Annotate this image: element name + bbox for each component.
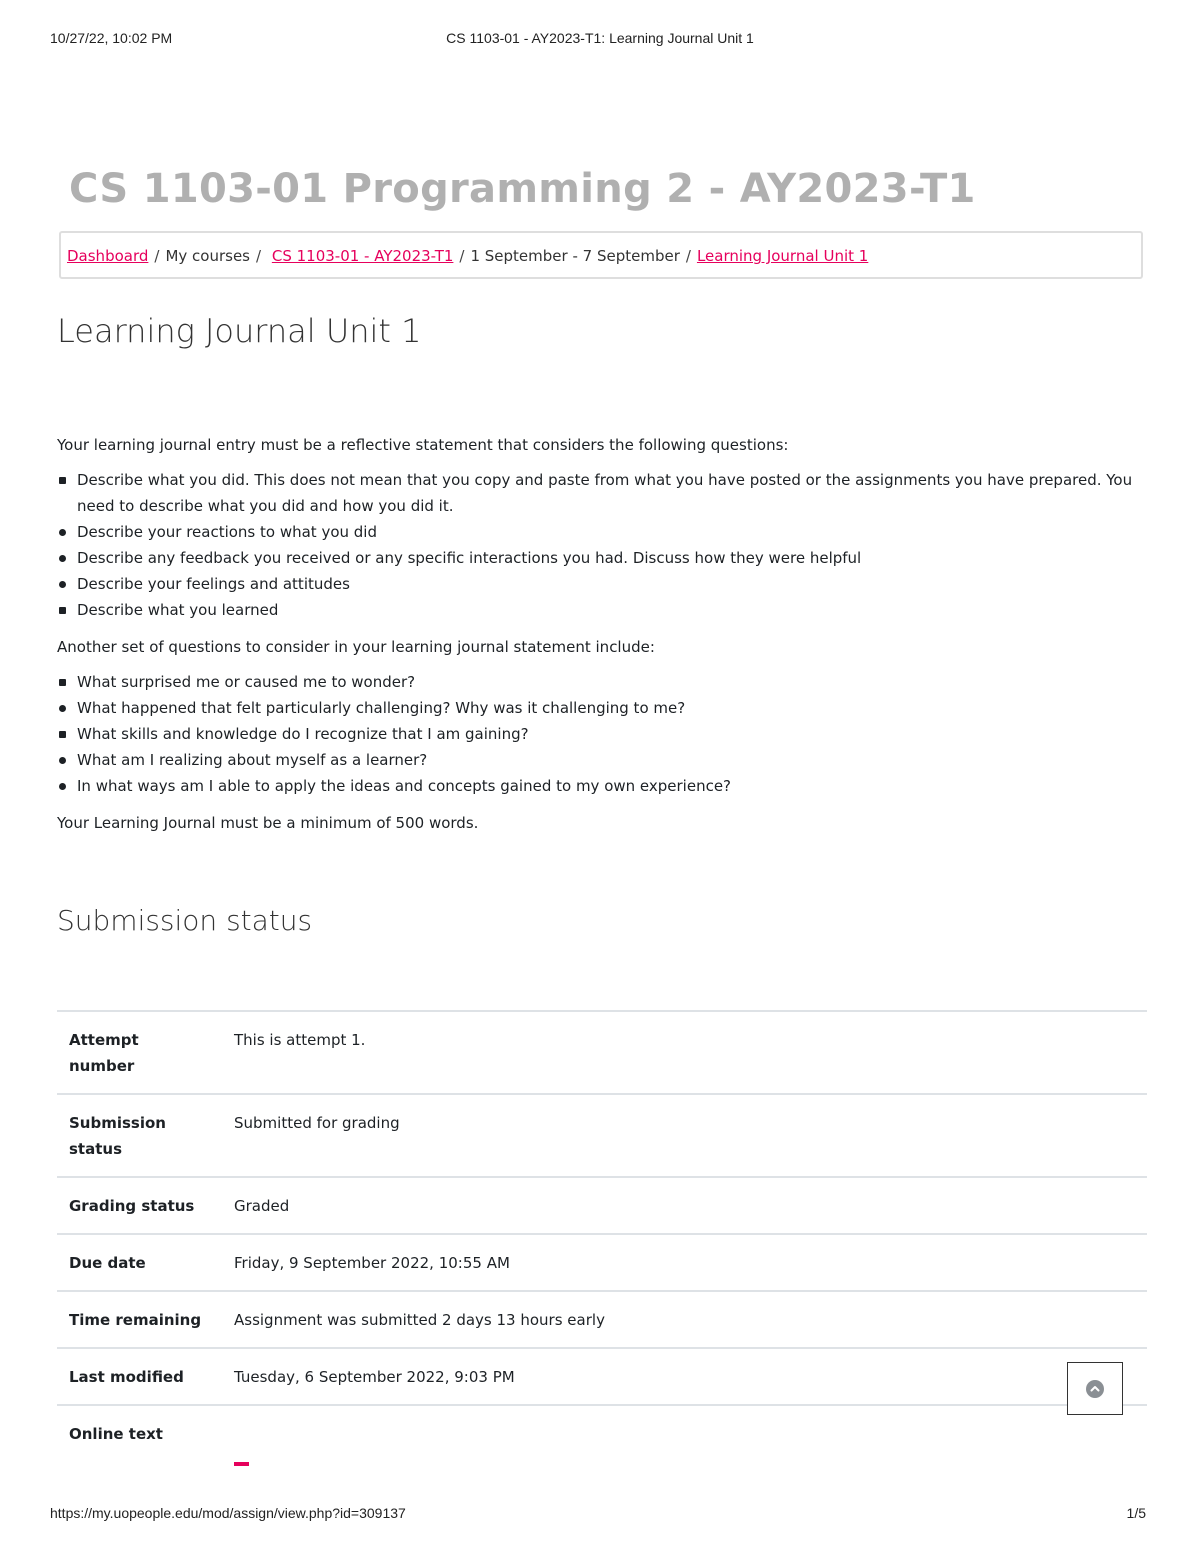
row-value xyxy=(222,1405,1147,1461)
list-item-text: Describe any feedback you received or any specific interactions you had. Discuss how they were helpful xyxy=(77,549,862,567)
row-label: Due date xyxy=(57,1234,222,1291)
list-item-text: Describe what you learned xyxy=(77,601,279,619)
list-item xyxy=(57,571,1147,597)
print-page-title: CS 1103-01 - AY2023-T1: Learning Journal Unit 1 xyxy=(446,30,754,46)
bullet-icon xyxy=(59,757,66,764)
row-value: This is attempt 1. xyxy=(222,1011,1147,1094)
minimum-words-note: Your Learning Journal must be a minimum of 500 words. xyxy=(57,814,479,832)
bullet-icon xyxy=(59,783,66,790)
row-value: Submitted for grading xyxy=(222,1094,1147,1177)
row-label: Online text xyxy=(57,1405,222,1461)
list-item-text: Describe what you did. This does not mean that you copy and paste from what you have posted or the assignments you have prepared. You need to describe what you did and how you did it. xyxy=(77,471,1133,515)
list-item xyxy=(57,695,1147,721)
breadcrumb-separator: / xyxy=(685,247,691,265)
intro-question-list xyxy=(57,467,1147,623)
assignment-description xyxy=(57,432,1147,836)
print-url: https://my.uopeople.edu/mod/assign/view.php?id=309137 xyxy=(50,1505,406,1521)
print-header xyxy=(0,30,1200,50)
list-item-text: What happened that felt particularly challenging? Why was it challenging to me? xyxy=(77,699,686,717)
course-title: CS 1103-01 Programming 2 - AY2023-T1 xyxy=(69,166,976,212)
breadcrumb-week: 1 September - 7 September xyxy=(470,247,680,265)
bullet-icon xyxy=(59,705,66,712)
chevron-up-icon xyxy=(1086,1380,1104,1398)
table-row xyxy=(57,1234,1147,1291)
list-item-text: What am I realizing about myself as a learner? xyxy=(77,751,428,769)
submission-status-table xyxy=(57,1010,1147,1461)
list-item-text: Describe your reactions to what you did xyxy=(77,523,377,541)
list-item xyxy=(57,597,1147,623)
breadcrumb-separator: / xyxy=(154,247,160,265)
breadcrumb-assignment-link[interactable]: Learning Journal Unit 1 xyxy=(696,247,869,265)
bullet-icon xyxy=(59,581,66,588)
list-item xyxy=(57,747,1147,773)
row-value: Graded xyxy=(222,1177,1147,1234)
second-set-text: Another set of questions to consider in your learning journal statement include: xyxy=(57,638,655,656)
bullet-icon xyxy=(59,679,66,686)
row-value: Assignment was submitted 2 days 13 hours early xyxy=(222,1291,1147,1348)
row-label xyxy=(57,1011,222,1094)
row-label-text: Attempt number xyxy=(69,1031,139,1075)
intro-text: Your learning journal entry must be a reflective statement that considers the following questions: xyxy=(57,436,789,454)
list-item xyxy=(57,519,1147,545)
back-to-top-button[interactable] xyxy=(1067,1362,1123,1415)
online-text-marker xyxy=(234,1462,249,1466)
list-item-text: Describe your feelings and attitudes xyxy=(77,575,350,593)
print-footer xyxy=(0,1505,1200,1525)
table-row xyxy=(57,1405,1147,1461)
list-item xyxy=(57,467,1147,519)
list-item-text: What skills and knowledge do I recognize that I am gaining? xyxy=(77,725,529,743)
table-row xyxy=(57,1177,1147,1234)
list-item-text: In what ways am I able to apply the ideas and concepts gained to my own experience? xyxy=(77,777,732,795)
page-title: Learning Journal Unit 1 xyxy=(57,312,422,350)
submission-status-heading: Submission status xyxy=(57,904,313,937)
bullet-icon xyxy=(59,529,66,536)
bullet-icon xyxy=(59,731,66,738)
breadcrumb-separator: / xyxy=(256,247,262,265)
breadcrumb-separator: / xyxy=(459,247,465,265)
second-question-list xyxy=(57,669,1147,799)
breadcrumb-my-courses: My courses xyxy=(165,247,250,265)
print-datetime: 10/27/22, 10:02 PM xyxy=(50,30,173,46)
table-row xyxy=(57,1291,1147,1348)
bullet-icon xyxy=(59,477,66,484)
list-item xyxy=(57,773,1147,799)
list-item xyxy=(57,721,1147,747)
bullet-icon xyxy=(59,555,66,562)
print-page-number: 1/5 xyxy=(1126,1505,1146,1521)
row-label-text: Submission status xyxy=(69,1114,166,1158)
row-label: Last modified xyxy=(57,1348,222,1405)
breadcrumb xyxy=(59,231,1143,279)
row-label: Grading status xyxy=(57,1177,222,1234)
row-label xyxy=(57,1094,222,1177)
row-label: Time remaining xyxy=(57,1291,222,1348)
row-value: Friday, 9 September 2022, 10:55 AM xyxy=(222,1234,1147,1291)
table-row xyxy=(57,1348,1147,1405)
list-item xyxy=(57,545,1147,571)
list-item-text: What surprised me or caused me to wonder? xyxy=(77,673,416,691)
row-value: Tuesday, 6 September 2022, 9:03 PM xyxy=(222,1348,1147,1405)
breadcrumb-course-link[interactable]: CS 1103-01 - AY2023-T1 xyxy=(271,247,454,265)
table-row xyxy=(57,1011,1147,1094)
table-row xyxy=(57,1094,1147,1177)
breadcrumb-dashboard-link[interactable]: Dashboard xyxy=(67,247,149,265)
list-item xyxy=(57,669,1147,695)
bullet-icon xyxy=(59,607,66,614)
